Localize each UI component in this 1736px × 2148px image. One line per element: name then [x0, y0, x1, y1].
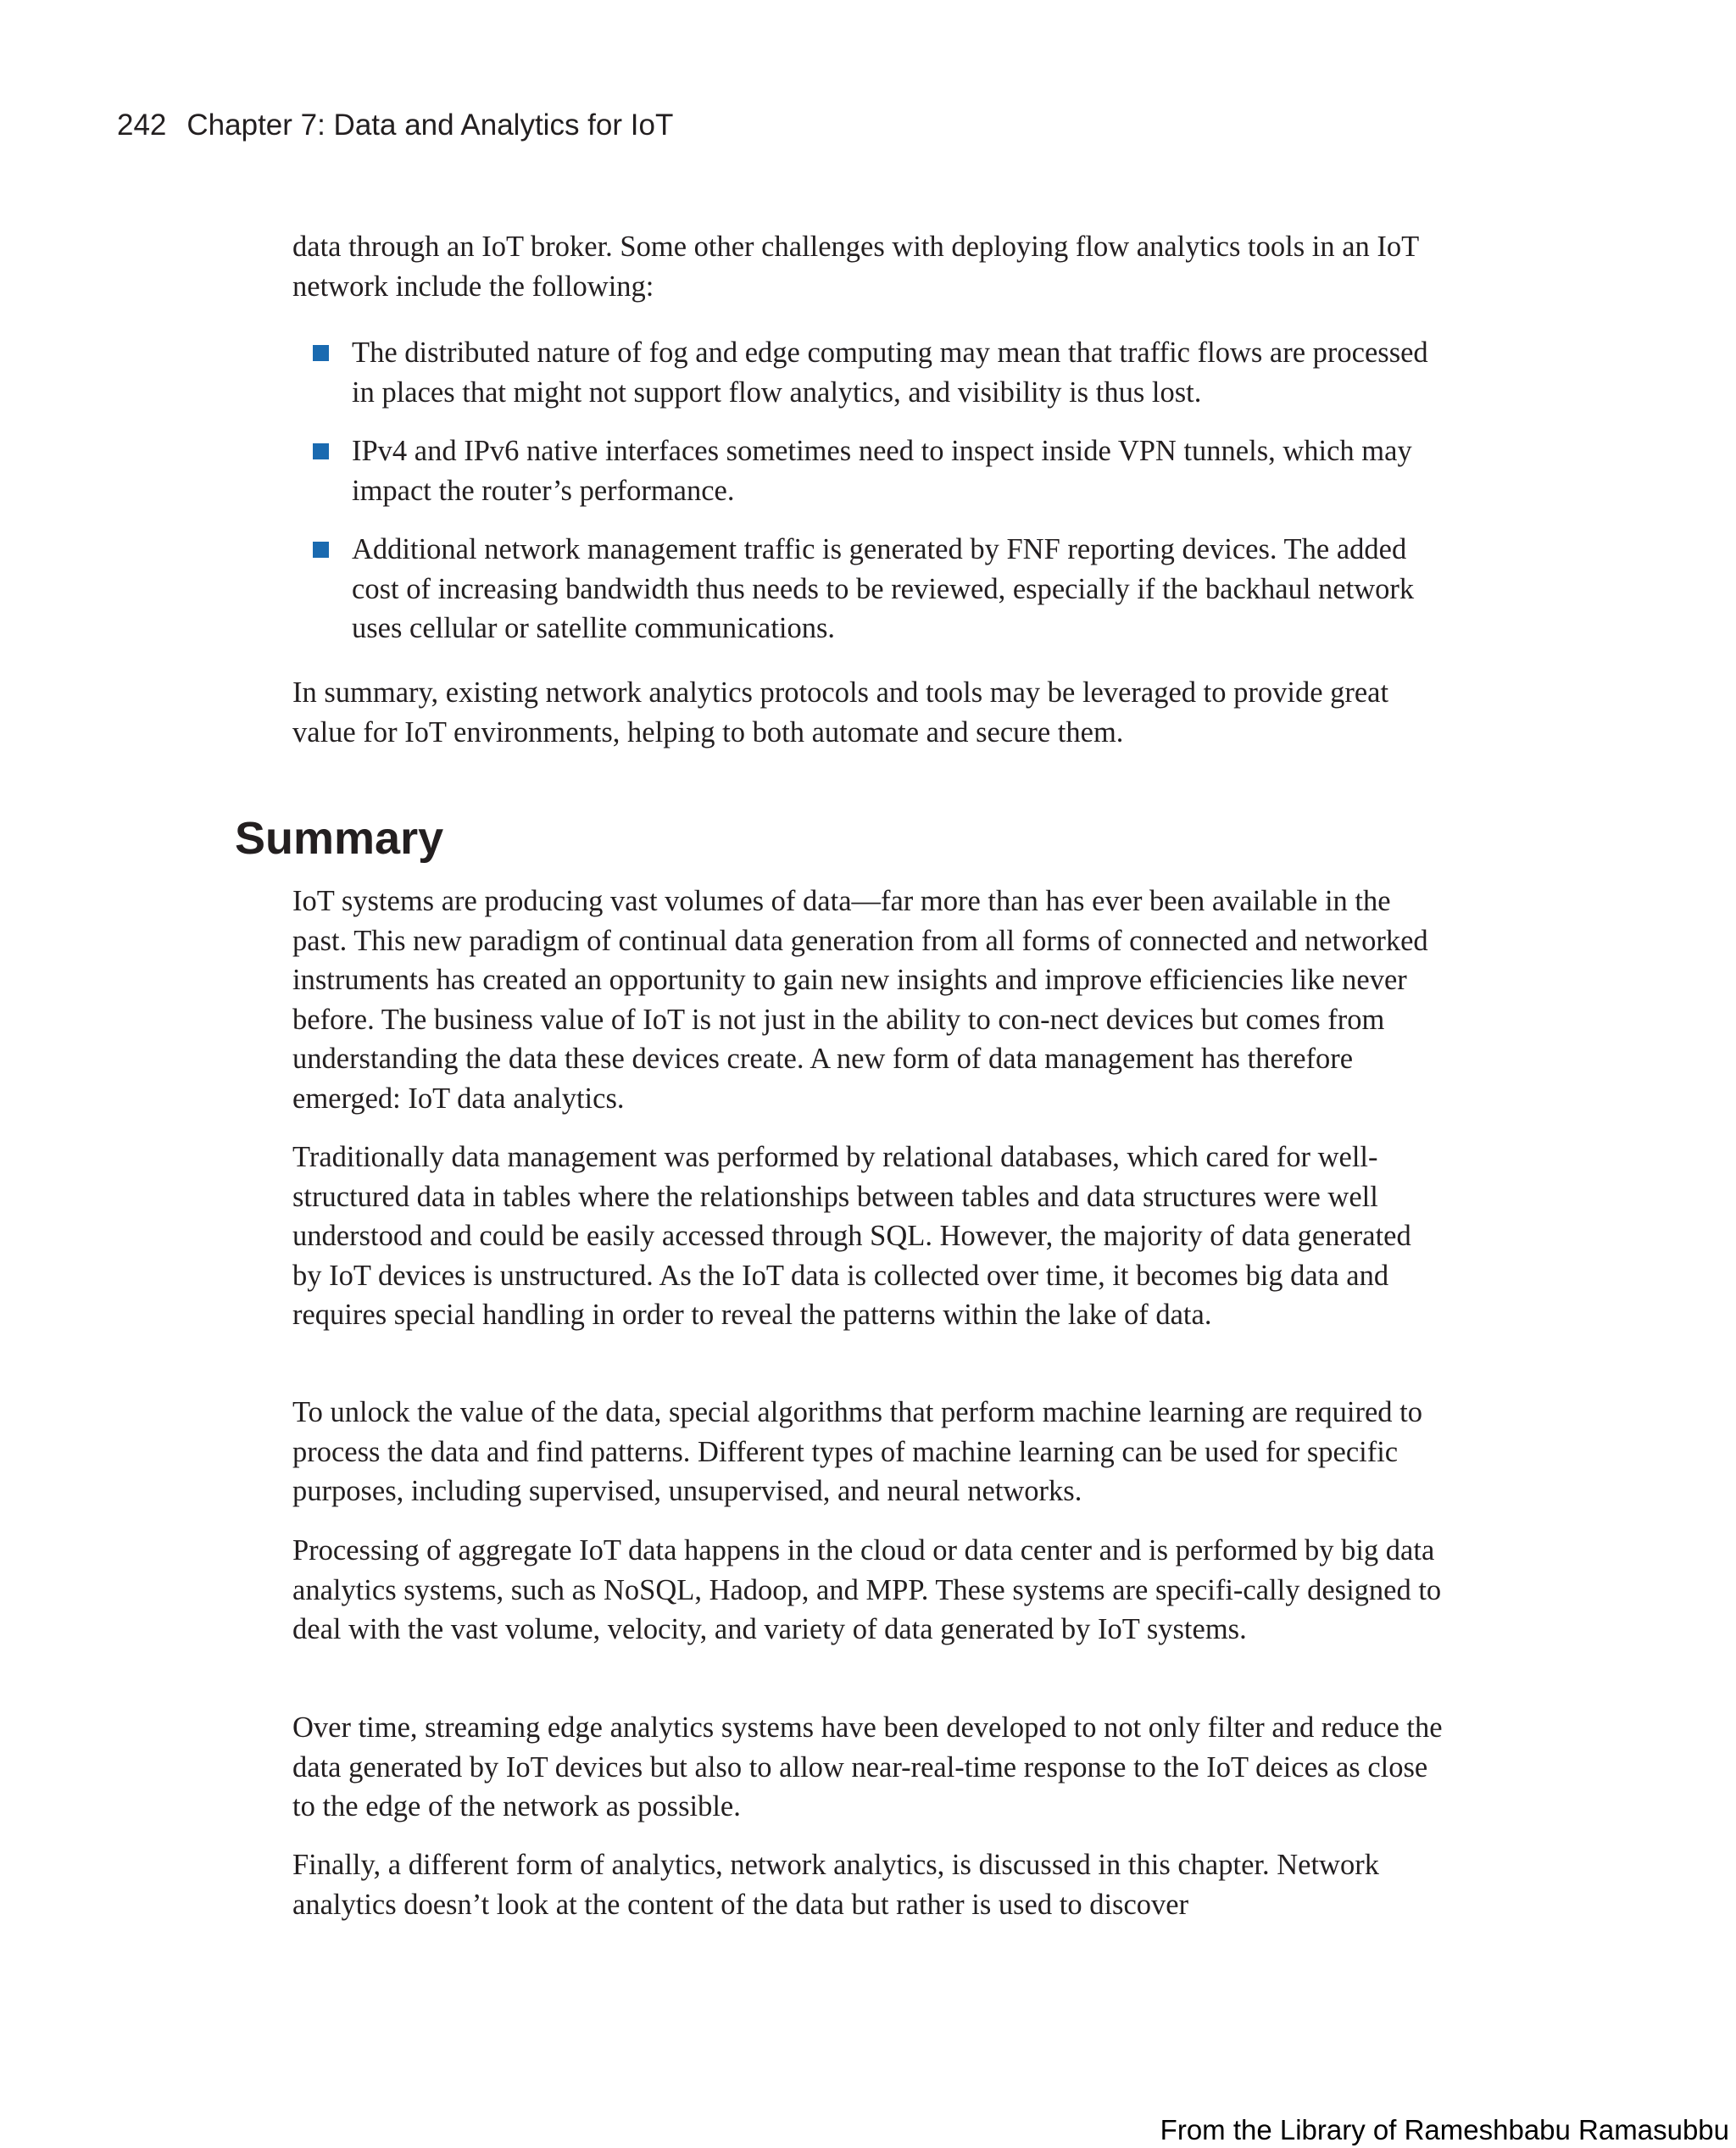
list-item-text: IPv4 and IPv6 native interfaces sometimes need to inspect inside VPN tunnels, which may impact the router’s performance. [352, 435, 1412, 507]
chapter-title: Chapter 7: Data and Analytics for IoT [186, 109, 674, 142]
square-bullet-icon [313, 443, 329, 459]
closing-paragraph: In summary, existing network analytics protocols and tools may be leveraged to provide great value for IoT environments, helping to both automate and secure them. [292, 676, 1389, 748]
square-bullet-icon [313, 345, 329, 361]
summary-paragraph: Finally, a different form of analytics, network analytics, is discussed in this chapter. Network analytics doesn’t look at the content of the data but rather is used to discover [292, 1849, 1379, 1921]
section-heading-summary: Summary [235, 813, 444, 864]
running-header [117, 109, 673, 142]
list-item-text: The distributed nature of fog and edge computing may mean that traffic flows are processed in places that might not support flow analytics, and visibility is thus lost. [352, 337, 1428, 409]
challenge-list [292, 333, 1445, 668]
summary-paragraph: IoT systems are producing vast volumes of data—far more than has ever been available in the past. This new paradigm of continual data generation from all forms of connected and networked instruments has created an opportunity to gain new insights and improve efficiencies like never before. The business value of IoT is not just in the ability to con-nect devices but comes from understanding the data these devices create. A new form of data management has therefore emerged: IoT data analytics. [292, 885, 1428, 1115]
library-watermark: From the Library of Rameshbabu Ramasubbu [1160, 2114, 1729, 2145]
list-item [292, 333, 1445, 412]
square-bullet-icon [313, 542, 329, 558]
summary-paragraph: Traditionally data management was performed by relational databases, which cared for well-structured data in tables where the relationships between tables and data structures were well understood and could be easily accessed through SQL. However, the majority of data generated by IoT devices is unstructured. As the IoT data is collected over time, it becomes big data and requires special handling in order to reveal the patterns within the lake of data. [292, 1141, 1411, 1331]
summary-paragraph: To unlock the value of the data, special algorithms that perform machine learning are required to process the data and find patterns. Different types of machine learning can be used for specific purposes, including supervised, unsupervised, and neural networks. [292, 1396, 1423, 1507]
list-item [292, 530, 1445, 648]
list-item-text: Additional network management traffic is generated by FNF reporting devices. The added cost of increasing bandwidth thus needs to be reviewed, especially if the backhaul network uses cellular or satellite communications. [352, 533, 1415, 644]
page-number: 242 [117, 109, 167, 142]
summary-paragraph: Over time, streaming edge analytics systems have been developed to not only filter and reduce the data generated by IoT devices but also to allow near-real-time response to the IoT deices as close to the edge of the network as possible. [292, 1711, 1443, 1822]
summary-paragraph: Processing of aggregate IoT data happens in the cloud or data center and is performed by big data analytics systems, such as NoSQL, Hadoop, and MPP. These systems are specifi-cally designed to deal with the vast volume, velocity, and variety of data generated by IoT systems. [292, 1534, 1442, 1645]
intro-paragraph: data through an IoT broker. Some other challenges with deploying flow analytics tools in an IoT network include the following: [292, 231, 1419, 303]
list-item [292, 431, 1445, 510]
